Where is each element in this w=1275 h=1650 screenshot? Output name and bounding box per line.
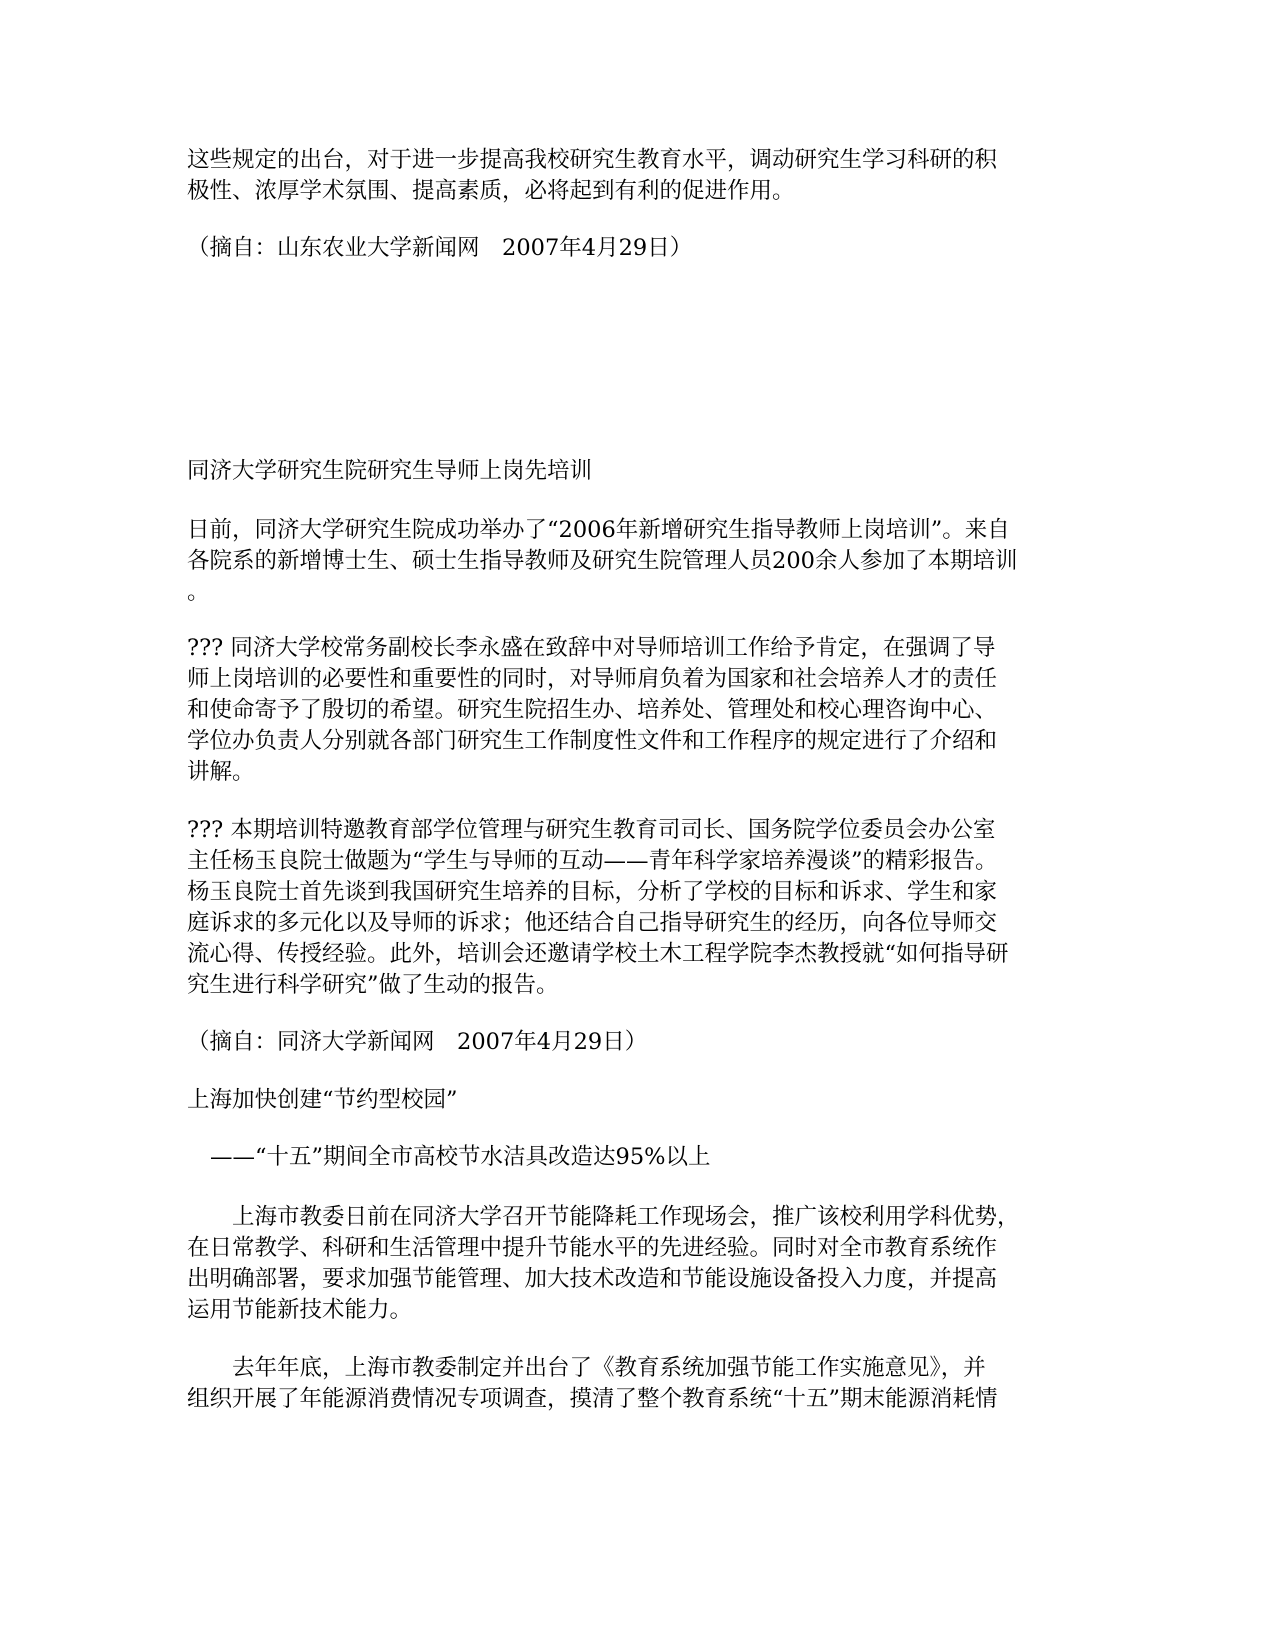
paragraph bbox=[187, 815, 1087, 1001]
article-subtitle bbox=[210, 1142, 1110, 1173]
text-line: 组织开展了年能源消费情况专项调查，摸清了整个教育系统“十五”期末能源消耗情 bbox=[187, 1386, 998, 1412]
text-line: 日前，同济大学研究生院成功举办了“2006年新增研究生指导教师上岗培训”。来自 bbox=[187, 517, 1010, 543]
text-line: 。 bbox=[187, 579, 210, 605]
paragraph bbox=[187, 1202, 1087, 1326]
text-line: 极性、浓厚学术氛围、提高素质，必将起到有利的促进作用。 bbox=[187, 178, 795, 204]
text-line: 和使命寄予了殷切的希望。研究生院招生办、培养处、管理处和校心理咨询中心、 bbox=[187, 697, 998, 723]
text-line: 在日常教学、科研和生活管理中提升节能水平的先进经验。同时对全市教育系统作 bbox=[187, 1235, 998, 1261]
text-line: 学位办负责人分别就各部门研究生工作制度性文件和工作程序的规定进行了介绍和 bbox=[187, 728, 998, 754]
text-line: （摘自：山东农业大学新闻网 2007年4月29日） bbox=[187, 235, 693, 261]
text-line: （摘自：同济大学新闻网 2007年4月29日） bbox=[187, 1029, 648, 1055]
text-line: 上海加快创建“节约型校园” bbox=[187, 1087, 458, 1113]
source-citation bbox=[187, 233, 1087, 264]
text-line: 讲解。 bbox=[187, 759, 255, 785]
article-title bbox=[187, 456, 1087, 487]
paragraph bbox=[187, 515, 1087, 608]
paragraph bbox=[187, 633, 1087, 788]
text-line: 上海市教委日前在同济大学召开节能降耗工作现场会，推广该校利用学科优势， bbox=[187, 1204, 1020, 1230]
text-line: ??? 同济大学校常务副校长李永盛在致辞中对导师培训工作给予肯定，在强调了导 bbox=[187, 635, 996, 661]
text-line: 这些规定的出台，对于进一步提高我校研究生教育水平，调动研究生学习科研的积 bbox=[187, 147, 998, 173]
paragraph bbox=[187, 1353, 1087, 1415]
text-line: 究生进行科学研究”做了生动的报告。 bbox=[187, 972, 559, 998]
text-line: 庭诉求的多元化以及导师的诉求；他还结合自己指导研究生的经历，向各位导师交 bbox=[187, 910, 998, 936]
text-line: 各院系的新增博士生、硕士生指导教师及研究生院管理人员200余人参加了本期培训 bbox=[187, 548, 1018, 574]
text-line: 杨玉良院士首先谈到我国研究生培养的目标，分析了学校的目标和诉求、学生和家 bbox=[187, 879, 998, 905]
text-line: ??? 本期培训特邀教育部学位管理与研究生教育司司长、国务院学位委员会办公室 bbox=[187, 817, 996, 843]
text-line: 出明确部署，要求加强节能管理、加大技术改造和节能设施设备投入力度，并提高 bbox=[187, 1266, 998, 1292]
text-line: 师上岗培训的必要性和重要性的同时，对导师肩负着为国家和社会培养人才的责任 bbox=[187, 666, 998, 692]
article-title bbox=[187, 1085, 1087, 1116]
paragraph-closing bbox=[187, 145, 1087, 207]
text-line: 运用节能新技术能力。 bbox=[187, 1297, 413, 1323]
text-line: 流心得、传授经验。此外，培训会还邀请学校土木工程学院李杰教授就“如何指导研 bbox=[187, 941, 1009, 967]
text-line: 主任杨玉良院士做题为“学生与导师的互动——青年科学家培养漫谈”的精彩报告。 bbox=[187, 848, 998, 874]
text-line: 同济大学研究生院研究生导师上岗先培训 bbox=[187, 458, 593, 484]
text-line: 去年年底，上海市教委制定并出台了《教育系统加强节能工作实施意见》，并 bbox=[187, 1355, 986, 1381]
source-citation bbox=[187, 1027, 1087, 1058]
text-line: ——“十五”期间全市高校节水洁具改造达95%以上 bbox=[210, 1144, 711, 1170]
